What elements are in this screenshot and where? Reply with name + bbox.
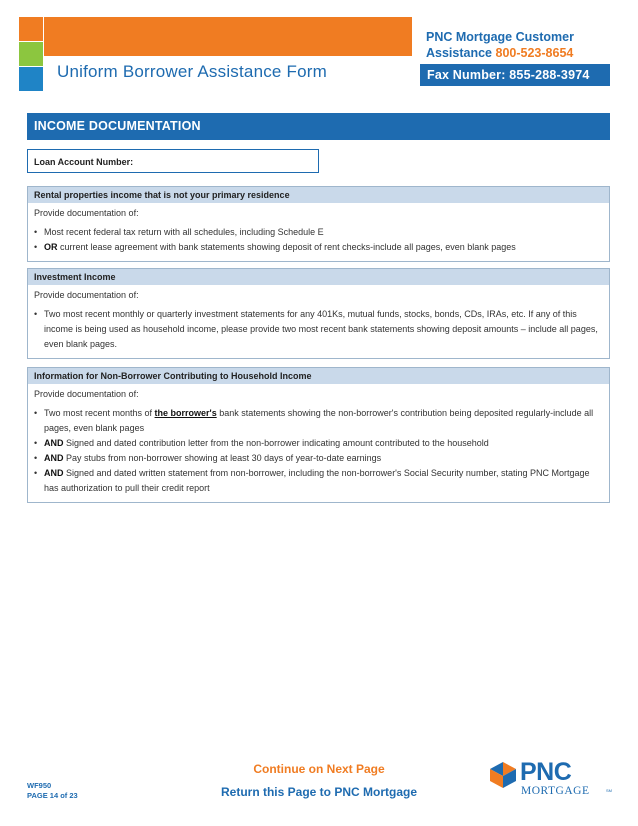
orange-square [19,17,43,41]
fax-number: Fax Number: 855-288-3974 [420,64,610,86]
logo-text-mortgage: MORTGAGE [521,785,590,797]
keyword: AND [44,468,64,478]
non-borrower-block [27,367,610,503]
loan-account-field[interactable]: Loan Account Number: [27,149,319,173]
rental-intro: Provide documentation of: [34,208,139,218]
rental-income-block [27,186,610,262]
keyword: AND [44,438,64,448]
item-text: Two most recent months of [44,408,155,418]
pnc-mortgage-logo [488,758,613,802]
item-text: Pay stubs from non-borrower showing at least 30 days of year-to-date earnings [63,453,382,463]
keyword: OR [44,242,58,252]
logo-text-pnc: PNC [520,758,572,786]
phone-number: 800-523-8654 [495,46,574,60]
list-item [34,451,603,466]
non-borrower-intro: Provide documentation of: [34,389,139,399]
customer-assistance [426,29,626,61]
list-item: • Most recent federal tax return with all schedules, including Schedule E [34,225,603,240]
continue-next-page: Continue on Next Page [253,762,385,776]
header-color-squares [19,17,43,92]
item-text: Signed and dated contribution letter from the non-borrower indicating amount contributed to the household [63,438,489,448]
investment-intro: Provide documentation of: [34,290,139,300]
list-item [34,436,603,451]
non-borrower-heading: Information for Non-Borrower Contributing to Household Income [28,368,609,384]
underlined-text: the borrower's [154,408,217,418]
section-title: INCOME DOCUMENTATION [27,113,610,140]
contact-line2 [426,45,626,61]
form-code: WF950 [27,781,52,790]
non-borrower-body [28,384,609,502]
list-item [34,466,603,496]
list-item [34,406,603,436]
item-text: Signed and dated written statement from non-borrower, including the non-borrower's Social Security number, stating PNC Mortgage has authorization to pull their credit report [44,468,590,493]
page-number: PAGE 14 of 23 [27,791,78,800]
item-text: current lease agreement with bank statements showing deposit of rent checks-include all pages, even blank pages [57,242,516,252]
list-item [34,240,603,255]
contact-line1: PNC Mortgage Customer [426,30,574,44]
blue-square [19,67,43,91]
rental-body [28,203,609,261]
rental-heading: Rental properties income that is not your primary residence [28,187,609,203]
list-item: • Two most recent monthly or quarterly investment statements for any 401Ks, mutual funds, stocks, bonds, CDs, IRAs, etc. If any of this income is being used as household income, please provide two most recent bank statements showing deposit amounts – include all pages, even blank pages. [34,307,603,352]
form-number [27,781,78,801]
pnc-logo-icon [488,760,518,790]
green-square [19,42,43,66]
investment-heading: Investment Income [28,269,609,285]
return-page-note: Return this Page to PNC Mortgage [220,785,417,799]
contact-label: Assistance [426,46,493,60]
investment-body [28,285,609,358]
logo-service-mark: SM [606,788,612,793]
form-title: Uniform Borrower Assistance Form [57,62,327,81]
investment-income-block [27,268,610,359]
keyword: AND [44,453,64,463]
item-text: bank statements showing the non-borrower's contribution being deposited regularly-include all pages, even blank pages [44,408,594,433]
